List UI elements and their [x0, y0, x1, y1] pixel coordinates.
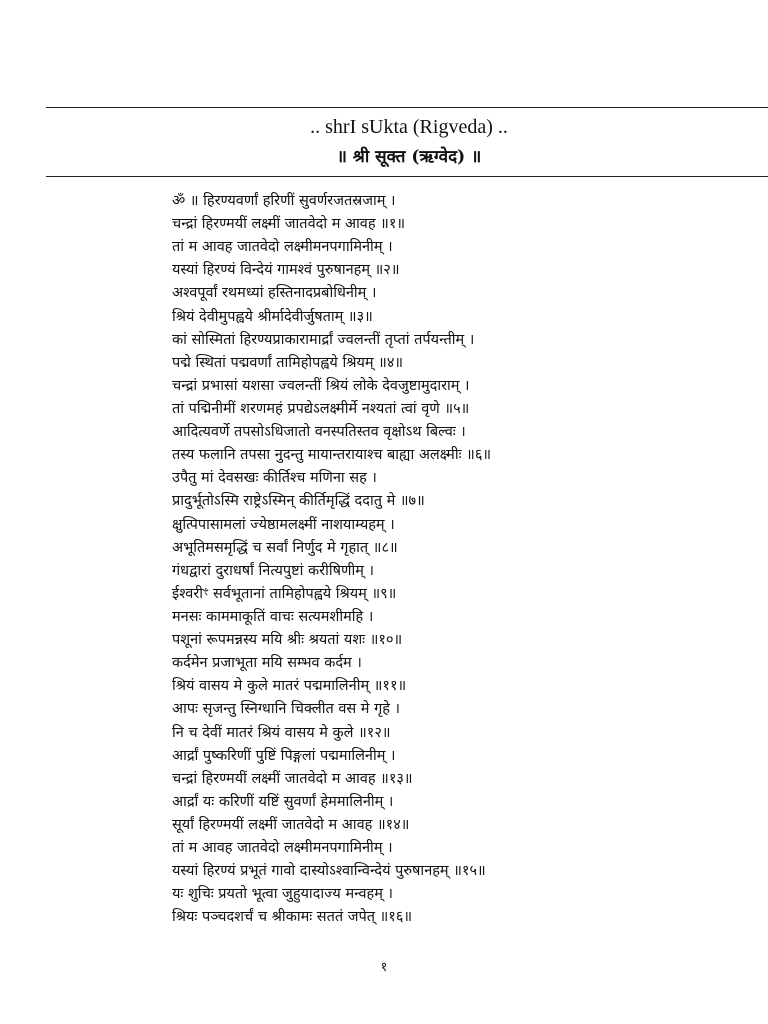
top-rule [46, 107, 768, 108]
page-number: १ [380, 960, 388, 975]
verse-line: गंधद्वारां दुराधर्षां नित्यपुष्टां करीषिणीम् । [172, 562, 374, 579]
verse-line: आपः सृजन्तु स्निग्धानि चिक्लीत वस मे गृहे । [172, 701, 401, 718]
verse-line: चन्द्रां हिरण्मयीं लक्ष्मीं जातवेदो म आवह ॥१॥ [172, 216, 406, 233]
verse-line: यः शुचिः प्रयतो भूत्वा जुहुयादाज्य मन्वहम् । [172, 886, 393, 903]
verse-line: श्रियं वासय मे कुले मातरं पद्ममालिनीम् ॥११॥ [172, 678, 407, 695]
verse-line: कां सोस्मितां हिरण्यप्राकारामार्द्रां ज्वलन्तीं तृप्तां तर्पयन्तीम् । [172, 331, 475, 348]
verse-line: चन्द्रां प्रभासां यशसा ज्वलन्तीं श्रियं लोके देवजुष्टामुदाराम् । [172, 377, 470, 394]
verse-line: आर्द्रां यः करिणीं यष्टिं सुवर्णां हेममालिनीम् । [172, 793, 394, 810]
verse-line: श्रियः पञ्चदशर्चं च श्रीकामः सततं जपेत् ॥१६॥ [172, 909, 413, 926]
verse-line: श्रियं देवीमुपह्वये श्रीर्मादेवीर्जुषताम् ॥३॥ [172, 308, 373, 325]
verse-line: आर्द्रां पुष्करिणीं पुष्टिं पिङ्गलां पद्ममालिनीम् । [172, 747, 396, 764]
verse-line: यस्यां हिरण्यं विन्देयं गामश्वं पुरुषानहम् ॥२॥ [172, 262, 400, 279]
verse-line: क्षुत्पिपासामलां ज्येष्ठामलक्ष्मीं नाशयाम्यहम् । [172, 516, 395, 533]
verse-line: तस्य फलानि तपसा नुदन्तु मायान्तरायाश्च बाह्या अलक्ष्मीः ॥६॥ [172, 447, 492, 464]
verse-line: उपैतु मां देवसखः कीर्तिश्च मणिना सह । [172, 470, 377, 487]
verse-list [172, 190, 732, 930]
verse-line: नि च देवीं मातरं श्रियं वासय मे कुले ॥१२॥ [172, 724, 391, 741]
verse-line: तां म आवह जातवेदो लक्ष्मीमनपगामिनीम् । [172, 840, 393, 857]
verse-line: यस्यां हिरण्यं प्रभूतं गावो दास्योऽश्वान्विन्देयं पुरुषानहम् ॥१५॥ [172, 863, 486, 880]
verse-line: ॐ ॥ हिरण्यवर्णां हरिणीं सुवर्णरजतस्रजाम् । [172, 193, 396, 209]
verse-line: अश्वपूर्वां रथमध्यां हस्तिनादप्रबोधिनीम् । [172, 285, 377, 302]
bottom-rule [46, 176, 768, 177]
verse-line: आदित्यवर्णे तपसोऽधिजातो वनस्पतिस्तव वृक्षोऽथ बिल्वः । [172, 424, 466, 441]
verse-line: तां पद्मिनीमीं शरणमहं प्रपद्येऽलक्ष्मीर्मे नश्यतां त्वां वृणे ॥५॥ [172, 400, 470, 417]
verse-line: अभूतिमसमृद्धिं च सर्वां निर्णुद मे गृहात् ॥८॥ [172, 539, 398, 556]
verse-line: सूर्यां हिरण्मयीं लक्ष्मीं जातवेदो म आवह ॥१४॥ [172, 816, 410, 833]
document-title-devanagari: ॥ श्री सूक्त (ऋग्वेद) ॥ [336, 147, 482, 167]
verse-line: प्रादुर्भूतोऽस्मि राष्ट्रेऽस्मिन् कीर्तिमृद्धिं ददातु मे ॥७॥ [172, 493, 425, 510]
verse-line: तां म आवह जातवेदो लक्ष्मीमनपगामिनीम् । [172, 239, 393, 256]
verse-line: ईश्वरीꣳ सर्वभूतानां तामिहोपह्वये श्रियम् ॥९॥ [172, 585, 397, 602]
verse-line: कर्दमेन प्रजाभूता मयि सम्भव कर्दम । [172, 655, 362, 672]
verse-line: मनसः काममाकूतिं वाचः सत्यमशीमहि । [172, 608, 374, 625]
verse-line: पद्मे स्थितां पद्मवर्णां तामिहोपह्वये श्रियम् ॥४॥ [172, 354, 404, 371]
verse-line: चन्द्रां हिरण्मयीं लक्ष्मीं जातवेदो म आवह ॥१३॥ [172, 770, 413, 787]
verse-line: पशूनां रूपमन्नस्य मयि श्रीः श्रयतां यशः ॥१०॥ [172, 632, 403, 649]
document-title-latin: .. shrI sUkta (Rigveda) .. [310, 116, 508, 138]
